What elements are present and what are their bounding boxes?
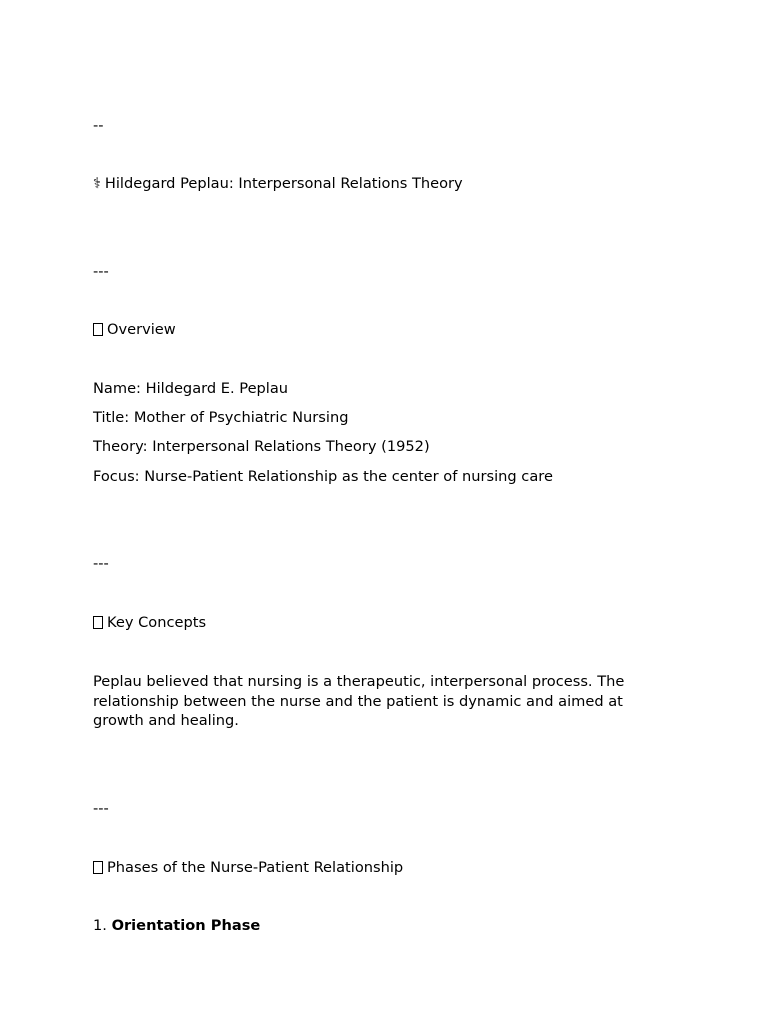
- divider: ---: [93, 263, 109, 280]
- document-title-text: Hildegard Peplau: Interpersonal Relations Theory: [104, 175, 463, 192]
- phase-number: 1.: [93, 917, 107, 934]
- overview-item-theory: Theory: Interpersonal Relations Theory (1952): [93, 438, 430, 455]
- overview-item-name: Name: Hildegard E. Peplau: [93, 380, 289, 397]
- divider-short: --: [93, 117, 104, 134]
- key-concepts-heading: [93, 613, 206, 633]
- missing-glyph-icon: [93, 616, 103, 629]
- overview-heading: [93, 320, 176, 340]
- divider: ---: [93, 800, 109, 817]
- overview-item-focus: Focus: Nurse-Patient Relationship as the center of nursing care: [93, 468, 553, 485]
- missing-glyph-icon: [93, 861, 103, 874]
- phase-label: Orientation Phase: [111, 917, 261, 934]
- phases-heading-text: Phases of the Nurse-Patient Relationship: [107, 859, 404, 876]
- key-concepts-heading-text: Key Concepts: [107, 614, 207, 631]
- staff-of-hermes-icon: ⚕: [93, 175, 101, 192]
- missing-glyph-icon: [93, 323, 103, 336]
- phases-heading: [93, 858, 403, 878]
- overview-item-title: Title: Mother of Psychiatric Nursing: [93, 409, 349, 426]
- phase-item: [93, 916, 260, 936]
- key-concepts-paragraph: Peplau believed that nursing is a therapeutic, interpersonal process. The relationship between the nurse and the patient is dynamic and aimed at growth and healing.: [93, 673, 625, 729]
- divider: ---: [93, 555, 109, 572]
- document-title: [93, 174, 463, 194]
- overview-heading-text: Overview: [107, 321, 176, 338]
